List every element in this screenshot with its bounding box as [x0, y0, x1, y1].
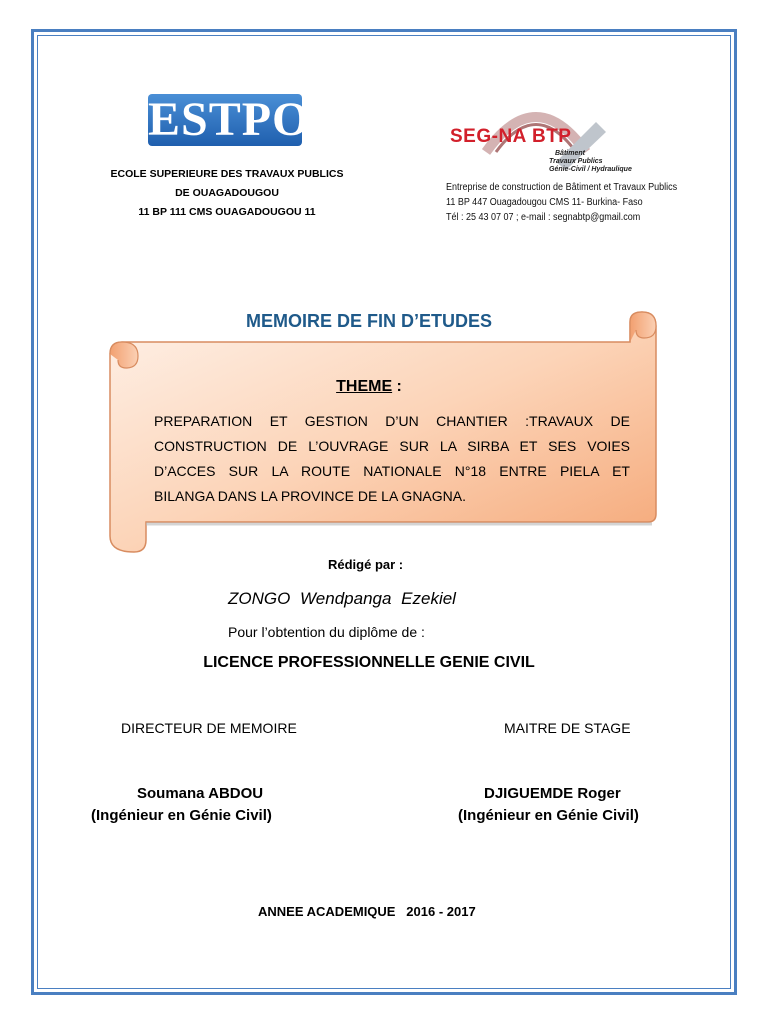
segna-sub-travaux: Travaux Publics — [549, 158, 603, 165]
document-title: MEMOIRE DE FIN D’ETUDES — [245, 311, 492, 331]
segna-sub-batiment: Bâtiment — [555, 150, 585, 157]
company-description: Entreprise de construction de Bâtiment et Travaux Publics — [446, 182, 678, 193]
director-label: DIRECTEUR DE MEMOIRE — [121, 720, 297, 736]
theme-line-2: CONSTRUCTION DE L’OUVRAGE SUR LA SIRBA ET SES VOIES — [154, 438, 630, 454]
director-name: Soumana ABDOU — [137, 785, 264, 802]
estpo-logo-text: ESTPO — [148, 93, 311, 146]
theme-scroll-banner — [100, 308, 660, 558]
degree-title: LICENCE PROFESSIONNELLE GENIE CIVIL — [203, 654, 535, 671]
theme-line-3: D’ACCES SUR LA ROUTE NATIONALE N°18 ENTRE PIELA ET — [154, 463, 630, 479]
estpo-logo — [148, 93, 311, 146]
company-address: 11 BP 447 Ouagadougou CMS 11- Burkina- Faso — [446, 197, 643, 208]
school-name: ECOLE SUPERIEURE DES TRAVAUX PUBLICS — [110, 168, 344, 180]
academic-year: ANNEE ACADEMIQUE 2016 - 2017 — [258, 904, 476, 919]
theme-heading — [0, 378, 738, 396]
director-title: (Ingénieur en Génie Civil) — [91, 807, 272, 824]
theme-line-1: PREPARATION ET GESTION D’UN CHANTIER :TRAVAUX DE — [154, 413, 630, 429]
school-city: DE OUAGADOUGOU — [175, 187, 279, 199]
theme-label: THEME — [336, 378, 393, 395]
supervisor-name: DJIGUEMDE Roger — [484, 785, 621, 802]
supervisor-title: (Ingénieur en Génie Civil) — [458, 807, 639, 824]
theme-line-4: BILANGA DANS LA PROVINCE DE LA GNAGNA. — [154, 488, 466, 504]
obtention-label: Pour l’obtention du diplôme de : — [228, 624, 425, 640]
theme-colon: : — [392, 378, 402, 395]
segna-logo-text: SEG-NA BTP — [450, 126, 572, 147]
supervisor-label: MAITRE DE STAGE — [504, 720, 631, 736]
written-by-label: Rédigé par : — [328, 557, 404, 572]
company-contact: Tél : 25 43 07 07 ; e-mail : segnabtp@gmail.com — [446, 212, 641, 223]
school-address: 11 BP 111 CMS OUAGADOUGOU 11 — [138, 206, 316, 218]
author-name: ZONGO Wendpanga Ezekiel — [228, 589, 456, 608]
segna-sub-genie: Génie-Civil / Hydraulique — [549, 166, 632, 173]
